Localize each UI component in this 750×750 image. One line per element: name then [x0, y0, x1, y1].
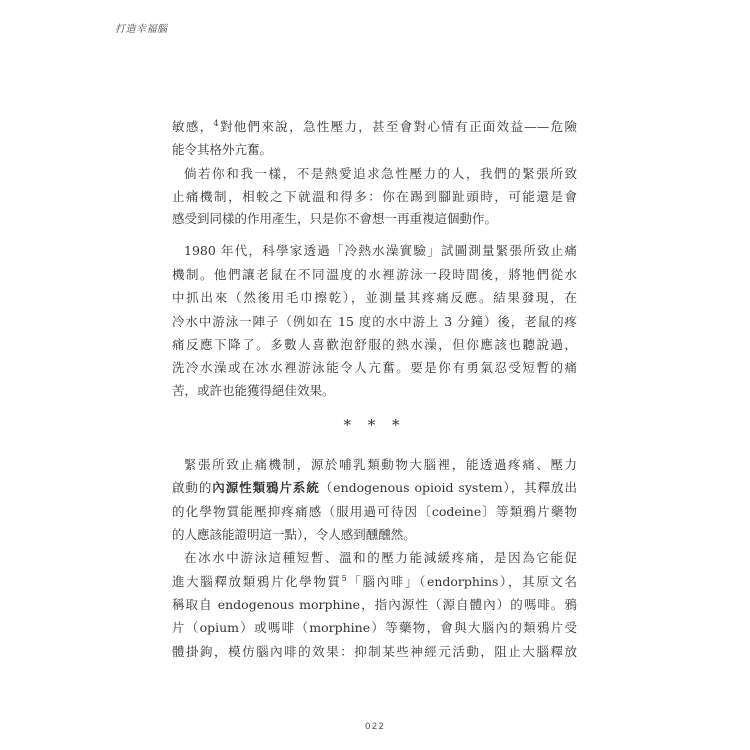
running-header-title: 打造幸福腦	[115, 24, 168, 35]
paragraph-2-line-3: 感受到同樣的作用產生，只是你不會想一再重複這個動作。	[172, 211, 498, 226]
text-fragment: 敏感，	[172, 119, 214, 134]
paragraph-3-line-7: 苦，或許也能獲得絕佳效果。	[172, 383, 335, 398]
paragraph-1-line-1	[172, 115, 577, 138]
section-separator: * * *	[343, 416, 406, 434]
paragraph-2-line-2: 止痛機制，相較之下就溫和得多：你在踢到腳趾頭時，可能還是會	[172, 189, 577, 204]
paragraph-1-line-2: 能令其格外亢奮。	[172, 142, 273, 157]
emphasized-term: 內源性類鴉片系統	[212, 480, 320, 495]
paragraph-3-line-6: 洗冷水澡或在冰水裡游泳能令人亢奮。要是你有勇氣忍受短暫的痛	[172, 360, 577, 375]
text-fragment: 對他們來說，急性壓力，甚至會對心情有正面效益——危險	[218, 119, 577, 134]
paragraph-4-line-2	[172, 476, 577, 499]
paragraph-4-line-4: 的人應該能證明這一點），令人感到醺醺然。	[172, 527, 416, 542]
paragraph-3-line-5: 痛反應下降了。多數人喜歡泡舒服的熱水澡，但你應該也聽說過，	[172, 337, 577, 352]
text-fragment: 「腦內啡」（endorphins），其原文名	[346, 574, 577, 589]
paragraph-3-line-2: 機制。他們讓老鼠在不同溫度的水裡游泳一段時間後，將牠們從水	[172, 267, 577, 282]
text-fragment: 進大腦釋放類鴉片化學物質	[172, 574, 342, 589]
text-fragment: 啟動的	[172, 480, 213, 495]
paragraph-3-line-1: 1980 年代，科學家透過「冷熱水澡實驗」試圖測量緊張所致止痛	[184, 243, 577, 258]
page-number: 022	[364, 722, 386, 732]
paragraph-5-line-1: 在冰水中游泳這種短暫、溫和的壓力能減緩疼痛，是因為它能促	[184, 550, 577, 565]
paragraph-4-line-3: 的化學物質能壓抑疼痛感（服用過可待因〔codeine〕等類鴉片藥物	[172, 504, 577, 519]
footnote-marker-5: 5	[341, 574, 347, 583]
footnote-marker-4: 4	[213, 119, 219, 128]
paragraph-5-line-4: 片（opium）或嗎啡（morphine）等藥物，會與大腦內的類鴉片受	[172, 620, 577, 635]
paragraph-2-line-1: 倘若你和我一樣，不是熱愛追求急性壓力的人，我們的緊張所致	[184, 166, 577, 181]
text-fragment: （endogenous opioid system），其釋放出	[319, 480, 577, 495]
paragraph-5-line-2	[172, 570, 577, 593]
paragraph-4-line-1: 緊張所致止痛機制，源於哺乳類動物大腦裡，能透過疼痛、壓力	[184, 457, 577, 472]
paragraph-3-line-3: 中抓出來（然後用毛巾擦乾），並測量其疼痛反應。結果發現，在	[172, 290, 577, 305]
paragraph-3-line-4: 冷水中游泳一陣子（例如在 15 度的水中游上 3 分鐘）後，老鼠的疼	[172, 314, 577, 329]
paragraph-5-line-3: 稱取自 endogenous morphine，指內源性（源自體內）的嗎啡。鴉	[172, 597, 577, 612]
paragraph-5-line-5: 體掛鉤，模仿腦內啡的效果：抑制某些神經元活動，阻止大腦釋放	[172, 644, 577, 659]
